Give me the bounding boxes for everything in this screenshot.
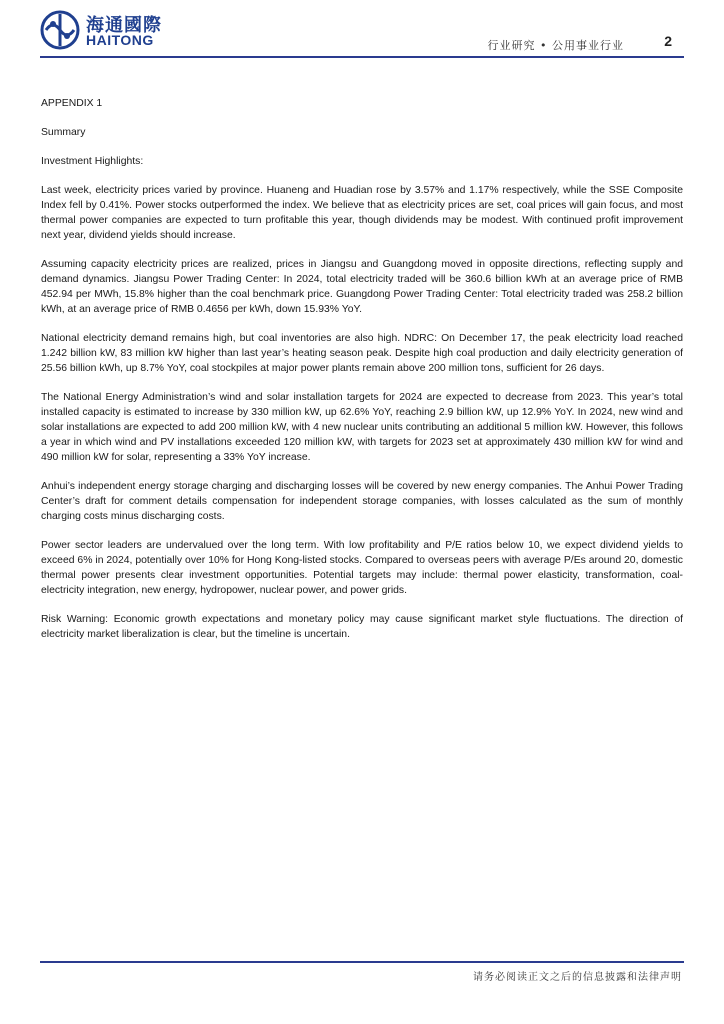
highlights-label: Investment Highlights: <box>41 156 144 167</box>
haitong-logo-icon <box>40 10 80 50</box>
logo-english-text: HAITONG <box>86 32 154 48</box>
report-category: 行业研究 • 公用事业行业 <box>487 39 624 52</box>
paragraph-anhui-storage: Anhui’s independent energy storage charging and discharging losses will be covered by new energy companies. The Anhui Power Trading Center’s draft for comment details compensation for independent storage companies, with losses calculated as the sum of monthly charging costs minus discharging costs. <box>41 481 683 522</box>
paragraph-valuation: Power sector leaders are undervalued over the long term. With low profitability and P/E ratios below 10, we expect dividend yields to exceed 6% in 2024, potentially over 10% for Hong Kong-listed stocks. Compared to overseas peers with average P/Es around 20, domestic thermal power presents clear investment opportunities. Potential targets may include: thermal power elasticity, transformation, coal-electricity integration, new energy, hydropower, nuclear power, and power grids. <box>41 540 683 596</box>
summary-label: Summary <box>41 127 86 138</box>
haitong-logo <box>40 10 170 50</box>
paragraph-electricity-prices: Last week, electricity prices varied by province. Huaneng and Huadian rose by 3.57% and 1.17% respectively, while the SSE Composite Index fell by 0.41%. Power stocks outperformed the index. We believe that as electricity prices are set, coal prices will gain focus, and most thermal power companies are expected to turn profitable this year, though dividends may be modest. With continued profit improvement next year, dividend yields should increase. <box>41 185 683 241</box>
appendix-label: APPENDIX 1 <box>41 98 103 109</box>
paragraph-demand-inventory: National electricity demand remains high, but coal inventories are also high. NDRC: On December 17, the peak electricity load reached 1.242 billion kW, 83 million kW higher than last year’s heating season peak. Despite high coal production and daily electricity generation of 25.56 billion kWh, up 8.7% YoY, coal stockpiles at major power plants remain above 200 million tons, sufficient for 26 days. <box>41 333 683 374</box>
footer-divider <box>40 961 684 963</box>
logo-chinese-text: 海通國際 <box>86 15 162 36</box>
footer-disclaimer: 请务必阅读正文之后的信息披露和法律声明 <box>473 972 682 983</box>
page-number: 2 <box>664 33 672 49</box>
report-body <box>41 96 683 656</box>
page-header <box>40 10 684 60</box>
paragraph-capacity-prices: Assuming capacity electricity prices are realized, prices in Jiangsu and Guangdong moved in opposite directions, reflecting supply and demand dynamics. Jiangsu Power Trading Center: In 2024, total electricity traded will be 360.6 billion kWh at an average price of RMB 452.94 per MWh, 15.8% higher than the coal benchmark price. Guangdong Power Trading Center: Total electricity traded was 258.2 billion kWh, at an average price of RMB 0.4656 per kWh, down 15.93% YoY. <box>41 259 683 315</box>
paragraph-installation-targets: The National Energy Administration’s wind and solar installation targets for 2024 are expected to decrease from 2023. This year’s total installed capacity is estimated to increase by 330 million kW, up 62.6% YoY, reaching 2.9 billion kW, up 12.9% YoY. In 2024, new wind and solar installations are expected to add 200 million kW, with 4 new nuclear units contributing an additional 5 million kW. However, this follows a year in which wind and PV installations exceeded 120 million kW, with targets for 2023 set at approximately 430 million kW for wind and 490 million kW for solar, representing a 33% YoY increase. <box>41 392 683 463</box>
paragraph-risk-warning: Risk Warning: Economic growth expectations and monetary policy may cause significant market style fluctuations. The direction of electricity market liberalization is clear, but the timeline is uncertain. <box>41 614 683 640</box>
header-divider <box>40 56 684 58</box>
